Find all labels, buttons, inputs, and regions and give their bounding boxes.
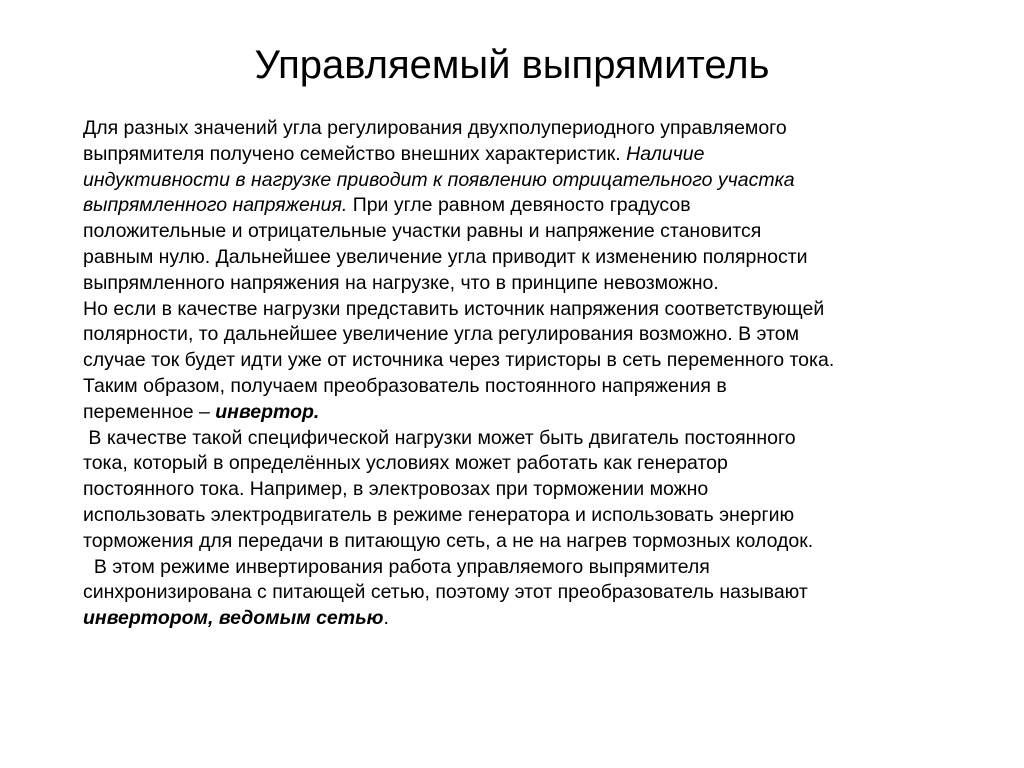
text-run: равным нулю. Дальнейшее увеличение угла приводит к изменению полярности	[83, 245, 808, 268]
text-line	[83, 116, 983, 142]
text-line	[83, 580, 983, 606]
text-run: Таким образом, получаем преобразователь постоянного напряжения в	[83, 374, 727, 397]
text-line	[83, 477, 983, 503]
text-line	[83, 529, 983, 555]
italic-text: выпрямленного напряжения.	[83, 194, 348, 217]
text-line	[83, 606, 983, 632]
text-line	[83, 503, 983, 529]
text-run: использовать электродвигатель в режиме генератора и использовать энергию	[83, 503, 795, 526]
text-run: тока, который в определённых условиях может работать как генератор	[83, 452, 728, 475]
text-line	[83, 451, 983, 477]
text-run: положительные и отрицательные участки равны и напряжение становится	[83, 220, 762, 243]
text-run: полярности, то дальнейшее увеличение угла регулирования возможно. В этом	[83, 323, 799, 346]
text-run: В этом режиме инвертирования работа управляемого выпрямителя	[83, 555, 710, 578]
slide-title: Управляемый выпрямитель	[254, 43, 770, 87]
text-run: постоянного тока. Например, в электровозах при торможении можно	[83, 478, 709, 501]
text-run: выпрямленного напряжения на нагрузке, что в принципе невозможно.	[83, 271, 719, 294]
text-line	[83, 297, 983, 323]
text-line	[83, 219, 983, 245]
italic-text: Наличие	[626, 142, 705, 165]
text-line	[83, 374, 983, 400]
text-run: При угле равном девяносто градусов	[347, 194, 691, 217]
emphasis-term: инвертором, ведомым сетью	[83, 607, 384, 630]
text-run: выпрямителя получено семейство внешних характеристик.	[83, 142, 627, 165]
text-line	[83, 426, 983, 452]
text-run: синхронизирована с питающей сетью, поэтому этот преобразователь называют	[83, 581, 808, 604]
text-line	[83, 168, 983, 194]
italic-text: индуктивности в нагрузке приводит к появлению отрицательного участка	[83, 168, 795, 191]
text-run: случае ток будет идти уже от источника через тиристоры в сеть переменного тока.	[83, 349, 835, 372]
text-run: Но если в качестве нагрузки представить источник напряжения соответствующей	[83, 297, 825, 320]
text-run: переменное –	[83, 400, 216, 423]
text-line	[83, 348, 983, 374]
text-line	[83, 400, 983, 426]
text-line	[83, 193, 983, 219]
text-run: Для разных значений угла регулирования двухполупериодного управляемого	[83, 117, 787, 139]
text-line	[83, 271, 983, 297]
text-line	[83, 555, 983, 581]
text-run: .	[383, 607, 389, 630]
emphasis-term: инвертор.	[215, 400, 320, 423]
text-line	[83, 322, 983, 348]
text-line	[83, 142, 983, 168]
text-line	[83, 245, 983, 271]
slide-body	[83, 116, 983, 632]
text-run: В качестве такой специфической нагрузки может быть двигатель постоянного	[83, 426, 796, 449]
text-run: торможения для передачи в питающую сеть, а не на нагрев тормозных колодок.	[83, 529, 814, 552]
